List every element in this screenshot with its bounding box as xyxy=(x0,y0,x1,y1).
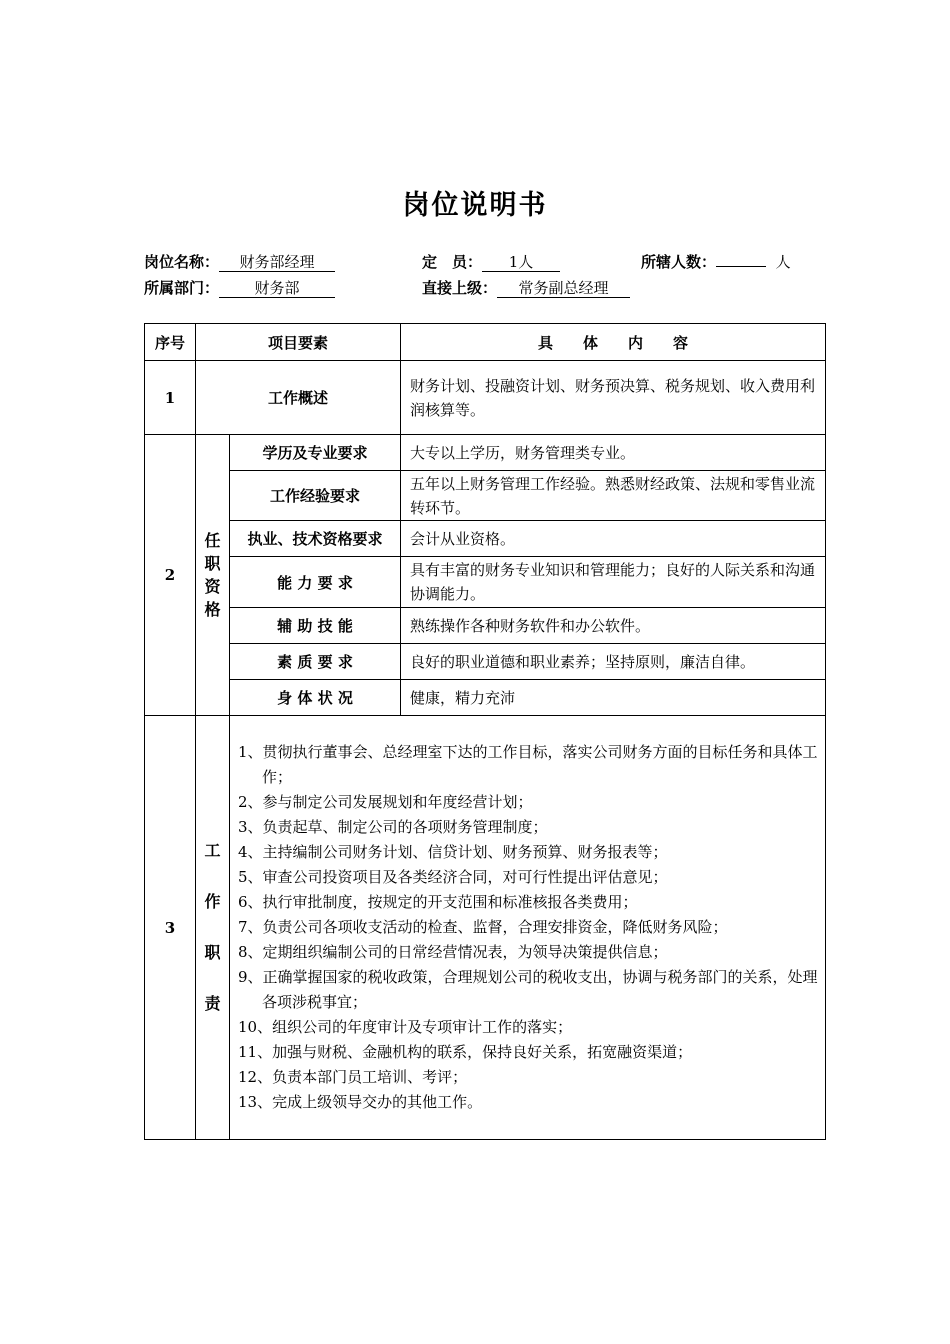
table-row xyxy=(145,435,826,471)
list-item: 9、正确掌握国家的税收政策，合理规划公司的税收支出，协调与税务部门的关系，处理各项涉税事宜； xyxy=(238,968,818,1011)
row2-seq: 2 xyxy=(145,435,196,716)
header-seq: 序号 xyxy=(145,324,196,361)
job-description-table xyxy=(144,323,826,1140)
table-header-row xyxy=(145,324,826,361)
row1-content: 财务计划、投融资计划、财务预决算、税务规划、收入费用利润核算等。 xyxy=(401,361,826,435)
table-row xyxy=(145,608,826,644)
qualification-ability-content: 具有丰富的财务专业知识和管理能力；良好的人际关系和沟通协调能力。 xyxy=(401,557,826,608)
row1-item: 工作概述 xyxy=(196,361,401,435)
qualification-license-content: 会计从业资格。 xyxy=(401,521,826,557)
department-label: 所属部门： xyxy=(144,279,220,297)
row3-group-char: 工 xyxy=(204,841,221,860)
list-item: 6、执行审批制度，按规定的开支范围和标准核报各类费用； xyxy=(238,893,638,911)
row-job-duties xyxy=(145,716,826,1140)
position-name-field xyxy=(144,252,335,272)
row-work-overview xyxy=(145,361,826,435)
row2-group-char: 职 xyxy=(204,554,221,573)
qualification-quality-label: 素 质 要 求 xyxy=(230,644,401,680)
header-content: 具 体 内 容 xyxy=(401,324,826,361)
superior-label: 直接上级： xyxy=(422,279,498,297)
qualification-education-content: 大专以上学历，财务管理类专业。 xyxy=(401,435,826,471)
row3-group-char: 作 xyxy=(204,892,221,911)
headcount-value: 1人 xyxy=(482,253,560,272)
row1-seq: 1 xyxy=(145,361,196,435)
list-item: 7、负责公司各项收支活动的检查、监督，合理安排资金，降低财务风险； xyxy=(238,918,728,936)
qualification-license-label: 执业、技术资格要求 xyxy=(230,521,401,557)
department-value: 财务部 xyxy=(219,279,335,298)
subordinates-value xyxy=(716,266,766,267)
qualification-experience-content: 五年以上财务管理工作经验。熟悉财经政策、法规和零售业流转环节。 xyxy=(401,471,826,521)
headcount-field xyxy=(422,252,560,272)
qualification-health-label: 身 体 状 况 xyxy=(230,680,401,716)
row3-group-char: 责 xyxy=(204,994,221,1013)
list-item: 8、定期组织编制公司的日常经营情况表，为领导决策提供信息； xyxy=(238,943,668,961)
list-item: 12、负责本部门员工培训、考评； xyxy=(238,1068,468,1086)
subordinates-label: 所辖人数： xyxy=(641,253,717,271)
list-item: 3、负责起草、制定公司的各项财务管理制度； xyxy=(238,818,548,836)
table-row xyxy=(145,471,826,521)
department-field xyxy=(144,278,335,298)
headcount-label: 定 员： xyxy=(422,253,483,271)
table-row xyxy=(145,521,826,557)
qualification-ability-label: 能 力 要 求 xyxy=(230,557,401,608)
list-item: 13、完成上级领导交办的其他工作。 xyxy=(238,1093,483,1111)
list-item: 2、参与制定公司发展规划和年度经营计划； xyxy=(238,793,533,811)
row2-group-label xyxy=(196,435,230,716)
page-title: 岗位说明书 xyxy=(402,190,548,221)
list-item: 11、加强与财税、金融机构的联系，保持良好关系，拓宽融资渠道； xyxy=(238,1043,693,1061)
qualification-education-label: 学历及专业要求 xyxy=(230,435,401,471)
row2-group-char: 格 xyxy=(204,600,221,619)
list-item: 5、审查公司投资项目及各类经济合同，对可行性提出评估意见； xyxy=(238,868,668,886)
qualification-quality-content: 良好的职业道德和职业素养；坚持原则，廉洁自律。 xyxy=(401,644,826,680)
subordinates-unit: 人 xyxy=(775,253,791,271)
qualification-skills-label: 辅 助 技 能 xyxy=(230,608,401,644)
list-item: 4、主持编制公司财务计划、信贷计划、财务预算、财务报表等； xyxy=(238,843,668,861)
superior-field xyxy=(422,278,630,298)
list-item: 1、贯彻执行董事会、总经理室下达的工作目标，落实公司财务方面的目标任务和具体工作； xyxy=(238,743,818,786)
duties-list-cell xyxy=(230,716,826,1140)
row2-group-char: 资 xyxy=(204,577,221,596)
superior-value: 常务副总经理 xyxy=(497,279,630,298)
qualification-skills-content: 熟练操作各种财务软件和办公软件。 xyxy=(401,608,826,644)
qualification-experience-label: 工作经验要求 xyxy=(230,471,401,521)
list-item: 10、组织公司的年度审计及专项审计工作的落实； xyxy=(238,1018,573,1036)
position-name-value: 财务部经理 xyxy=(219,253,335,272)
header-item: 项目要素 xyxy=(196,324,401,361)
table-row xyxy=(145,680,826,716)
subordinates-field xyxy=(641,252,791,272)
position-name-label: 岗位名称： xyxy=(144,253,220,271)
duties-list xyxy=(238,740,819,1115)
table-row xyxy=(145,557,826,608)
row3-seq: 3 xyxy=(145,716,196,1140)
qualification-health-content: 健康，精力充沛 xyxy=(401,680,826,716)
row2-group-char: 任 xyxy=(204,531,221,550)
row3-group-label xyxy=(196,716,230,1140)
row3-group-char: 职 xyxy=(204,943,221,962)
table-row xyxy=(145,644,826,680)
